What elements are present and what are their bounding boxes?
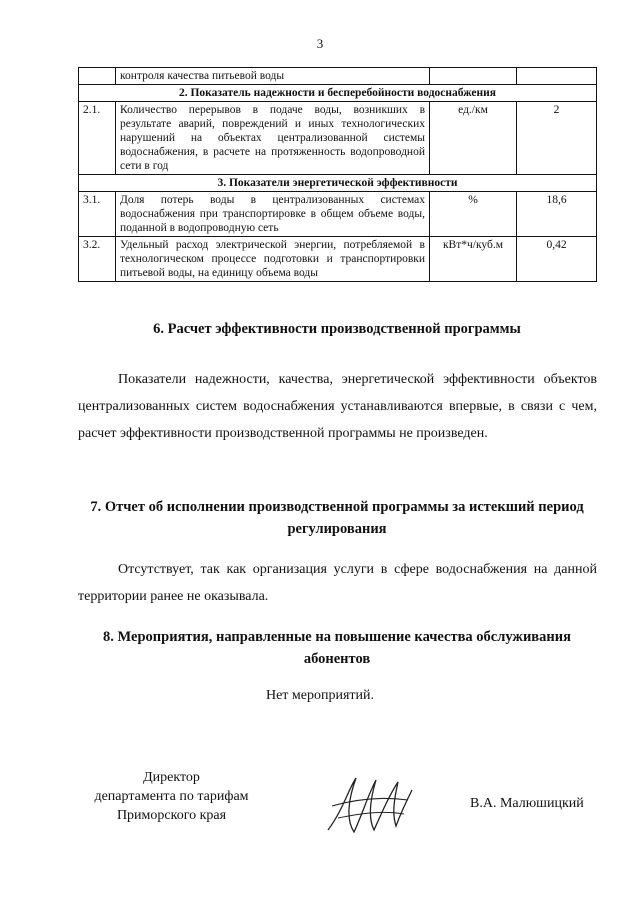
row-number: 3.2. [79,237,116,282]
row-value: 0,42 [517,237,597,282]
row-description: Количество перерывов в подаче воды, возникших в результате аварий, повреждений и иных технологических нарушений на объектах централизованной системы водоснабжения, в расчете на протяженность водопроводной сети в год [116,102,430,175]
row-description: контроля качества питьевой воды [116,68,430,85]
table-section-title: 2. Показатель надежности и бесперебойности водоснабжения [79,85,597,102]
row-description: Доля потерь воды в централизованных системах водоснабжения при транспортировке в общем объеме воды, поданной в водопроводную сеть [116,192,430,237]
row-description: Удельный расход электрической энергии, потребляемой в технологическом процессе подготовки и транспортировки питьевой воды, на единицу объема воды [116,237,430,282]
table-row [79,192,597,237]
section-8-heading: 8. Мероприятия, направленные на повышение качества обслуживания абонентов [103,629,571,667]
indicators-table-body [79,68,597,282]
signatory-title-line-3: Приморского края [116,808,227,823]
row-unit: ед./км [430,102,517,175]
table-section-title: 3. Показатели энергетической эффективности [79,175,597,192]
indicators-table [78,67,597,282]
row-number [79,68,116,85]
table-section-row [79,175,597,192]
table-section-row [79,85,597,102]
section-6-text: Показатели надежности, качества, энергетической эффективности объектов централизованных систем водоснабжения устанавливаются впервые, в связи с чем, расчет эффективности производственной программы не произведен. [78,372,597,441]
handwritten-signature [318,770,418,840]
table-row [79,237,597,282]
row-value: 2 [517,102,597,175]
row-value [517,68,597,85]
page-number: 3 [316,36,324,51]
section-8-text: Нет мероприятий. [265,688,375,703]
row-value: 18,6 [517,192,597,237]
row-unit: кВт*ч/куб.м [430,237,517,282]
signatory-title-line-1: Директор [143,770,200,785]
signatory-name: В.А. Малюшицкий [470,796,584,811]
row-number: 2.1. [79,102,116,175]
section-7-text: Отсутствует, так как организация услуги в сфере водоснабжения на данной территории ранее не оказывала. [78,562,597,604]
signatory-title-line-2: департамента по тарифам [94,789,249,804]
signatory-title [84,768,259,825]
table-row [79,68,597,85]
section-6-heading: 6. Расчет эффективности производственной программы [153,321,521,337]
row-unit [430,68,517,85]
table-row [79,102,597,175]
row-number: 3.1. [79,192,116,237]
section-7-heading: 7. Отчет об исполнении производственной программы за истекший период регулирования [90,499,584,537]
row-unit: % [430,192,517,237]
